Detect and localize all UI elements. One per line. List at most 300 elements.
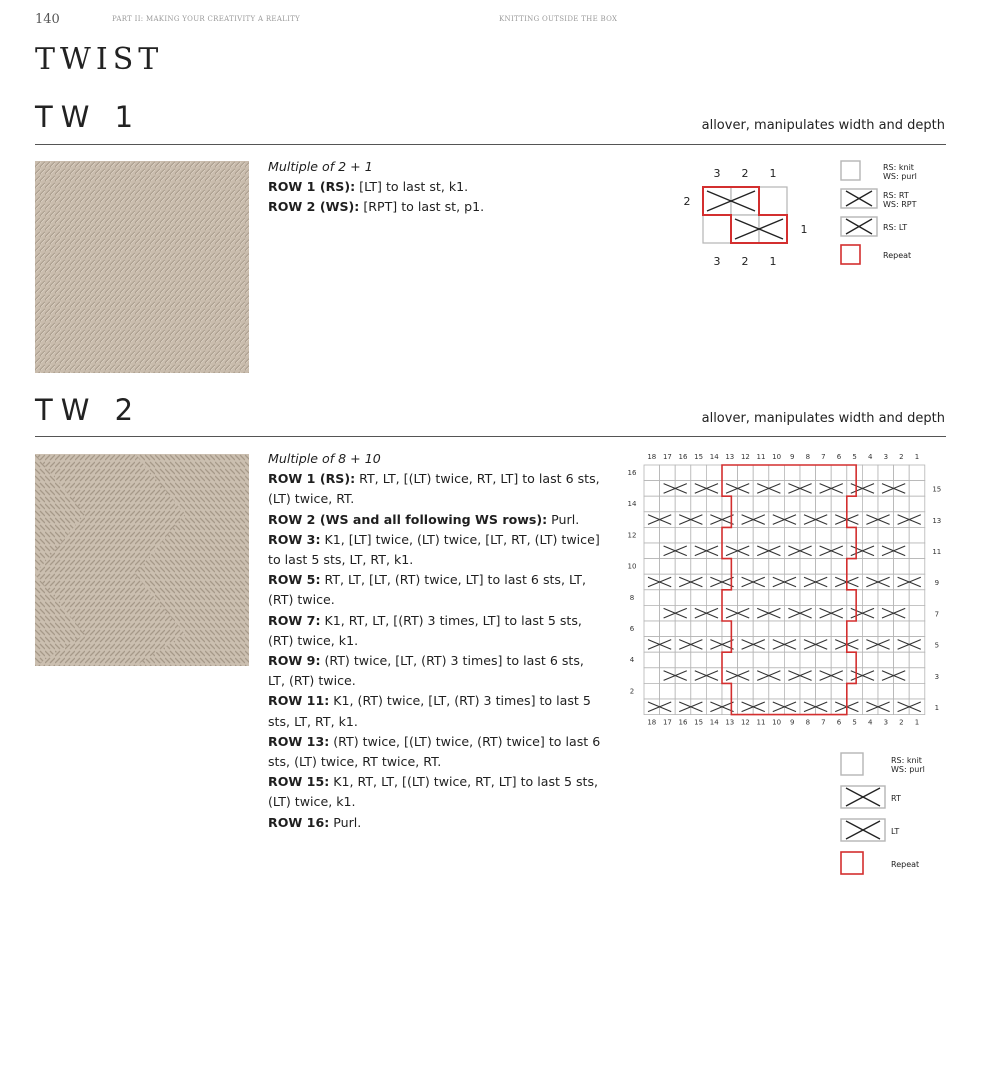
chart-cell	[691, 574, 707, 590]
chart-cell	[784, 605, 800, 621]
chart-row-number: 14	[627, 500, 637, 509]
chart-cell	[691, 699, 707, 715]
chart-cell	[800, 637, 816, 653]
chart-cell	[675, 652, 691, 668]
multiple-tw1: Multiple of 2 + 1	[268, 159, 373, 174]
chart-column-number: 17	[662, 453, 672, 461]
chart-row-number: 3	[934, 672, 940, 681]
chart-cell	[847, 652, 863, 668]
chart-cell	[862, 512, 878, 528]
chart-cell	[894, 465, 910, 481]
chart-cell	[753, 481, 769, 497]
chart-cell	[738, 543, 754, 559]
chart-cell	[753, 683, 769, 699]
chart-cell	[831, 699, 847, 715]
chart-cell	[847, 621, 863, 637]
chart-cell	[847, 465, 863, 481]
chart-cell	[784, 496, 800, 512]
chart-cell	[769, 621, 785, 637]
chart-cell	[753, 652, 769, 668]
chart-cell	[722, 683, 738, 699]
chart-cell	[894, 652, 910, 668]
instructions-tw2	[268, 449, 603, 833]
chart-cell	[784, 699, 800, 715]
chart-cell	[660, 637, 676, 653]
chart-cell	[816, 527, 832, 543]
chart-cell	[816, 496, 832, 512]
chart-column-number: 17	[662, 718, 672, 727]
chart-cell	[862, 683, 878, 699]
section-tagline-tw1: allover, manipulates width and depth	[701, 118, 945, 133]
chart-cell	[691, 637, 707, 653]
chart-cell	[800, 668, 816, 684]
chart-cell	[644, 652, 660, 668]
chart-column-number: 14	[709, 453, 719, 461]
chart-cell	[894, 683, 910, 699]
chart-cell	[909, 512, 925, 528]
chart-cell	[691, 481, 707, 497]
legend-item	[840, 785, 901, 811]
chart-cell	[675, 590, 691, 606]
chart-cell	[753, 699, 769, 715]
chart-cell	[644, 559, 660, 575]
chart-cell	[675, 621, 691, 637]
chart-cell	[675, 637, 691, 653]
chart-cell	[909, 668, 925, 684]
chart-cell	[816, 652, 832, 668]
cross-stitch-icon	[840, 785, 888, 811]
knit-swatch-photo-tw1	[35, 161, 249, 373]
chart-cell	[738, 527, 754, 543]
chart-cell	[847, 605, 863, 621]
chart-cell	[753, 637, 769, 653]
knit-swatch-photo-tw2	[35, 454, 249, 666]
chart-cell	[660, 527, 676, 543]
chart-cell	[722, 621, 738, 637]
chart-cell	[644, 465, 660, 481]
page-title: TWIST	[35, 42, 164, 77]
chart-column-number: 1	[769, 167, 777, 180]
row-instruction: ROW 1 (RS): RT, LT, [(LT) twice, RT, LT] to last 6 sts, (LT) twice, RT.	[268, 471, 600, 507]
chart-cell	[769, 543, 785, 559]
chart-cell	[660, 590, 676, 606]
chart-row-number: 6	[629, 625, 635, 633]
chart-cell	[816, 621, 832, 637]
chart-column-number: 3	[883, 453, 889, 461]
chart-column-number: 14	[709, 718, 719, 727]
chart-column-number: 6	[836, 718, 842, 727]
chart-cell	[878, 496, 894, 512]
chart-cell	[862, 559, 878, 575]
chart-cell	[894, 496, 910, 512]
repeat-icon	[840, 851, 888, 877]
running-head-book: KNITTING OUTSIDE THE BOX	[499, 15, 618, 23]
chart-cell	[894, 590, 910, 606]
chart-cell	[909, 683, 925, 699]
chart-cell	[909, 481, 925, 497]
chart-cell	[706, 496, 722, 512]
chart-cell	[722, 465, 738, 481]
chart-cell	[753, 668, 769, 684]
legend-label: LT	[891, 826, 900, 836]
chart-row-number: 8	[629, 593, 635, 602]
chart-cell	[847, 699, 863, 715]
chart-cell	[909, 699, 925, 715]
chart-cell	[816, 605, 832, 621]
chart-cell	[784, 465, 800, 481]
chart-cell	[800, 543, 816, 559]
chart-cell	[660, 465, 676, 481]
chart-cell	[894, 574, 910, 590]
chart-cell	[706, 683, 722, 699]
chart-column-number: 13	[725, 718, 735, 727]
chart-cell	[909, 574, 925, 590]
chart-cell	[675, 605, 691, 621]
chart-cell	[660, 512, 676, 528]
chart-cell	[847, 574, 863, 590]
chart-cell	[784, 559, 800, 575]
chart-cell	[831, 621, 847, 637]
chart-cell	[784, 637, 800, 653]
chart-cell	[660, 496, 676, 512]
chart-cell	[722, 699, 738, 715]
chart-column-number: 12	[740, 718, 750, 727]
chart-cell	[660, 605, 676, 621]
chart-cell	[784, 652, 800, 668]
chart-cell	[769, 512, 785, 528]
multiple-tw2: Multiple of 8 + 10	[268, 451, 381, 466]
legend-label: Repeat	[883, 251, 912, 260]
chart-cell	[862, 465, 878, 481]
chart-cell	[738, 637, 754, 653]
chart-cell	[800, 481, 816, 497]
chart-row-number: 16	[627, 469, 637, 477]
chart-cell	[831, 527, 847, 543]
chart-cell	[660, 652, 676, 668]
chart-cell	[862, 496, 878, 512]
chart-cell	[862, 637, 878, 653]
chart-cell	[909, 652, 925, 668]
chart-cell	[847, 683, 863, 699]
chart-cell	[753, 574, 769, 590]
chart-column-number: 15	[694, 453, 704, 461]
chart-row-number: 11	[932, 548, 942, 556]
chart-cell	[800, 683, 816, 699]
chart-column-number: 12	[740, 453, 750, 461]
chart-cell	[769, 683, 785, 699]
chart-cell	[660, 699, 676, 715]
repeat-icon	[840, 244, 880, 267]
row-instruction: ROW 9: (RT) twice, [LT, (RT) 3 times] to last 6 sts, LT, (RT) twice.	[268, 653, 584, 689]
chart-cell	[800, 652, 816, 668]
row-instruction: ROW 2 (WS): [RPT] to last st, p1.	[268, 199, 485, 215]
chart-cell	[738, 652, 754, 668]
legend-item	[840, 188, 917, 211]
chart-cell	[862, 574, 878, 590]
chart-cell	[831, 481, 847, 497]
chart-cell	[878, 574, 894, 590]
chart-row-number: 9	[934, 579, 940, 588]
chart-cell	[878, 465, 894, 481]
chart-cell	[691, 668, 707, 684]
chart-cell	[894, 481, 910, 497]
chart-cell	[800, 559, 816, 575]
chart-cell	[644, 496, 660, 512]
chart-cell	[816, 465, 832, 481]
knit-purl-icon	[840, 160, 880, 183]
chart-cell	[644, 683, 660, 699]
chart-cell	[878, 481, 894, 497]
chart-column-number: 7	[821, 453, 826, 461]
chart-cell	[847, 559, 863, 575]
chart-column-number: 5	[852, 718, 857, 727]
chart-cell	[644, 512, 660, 528]
legend-item	[840, 244, 911, 267]
chart-cell	[894, 527, 910, 543]
chart-cell	[675, 559, 691, 575]
chart-cell	[660, 559, 676, 575]
chart-column-number: 7	[821, 718, 826, 727]
row-instruction: ROW 7: K1, RT, LT, [(RT) 3 times, LT] to last 5 sts, (RT) twice, k1.	[268, 612, 582, 648]
section-rule-tw1	[35, 144, 946, 145]
chart-cell	[706, 527, 722, 543]
chart-cell	[800, 605, 816, 621]
chart-column-number: 4	[867, 718, 873, 727]
chart-cell	[878, 699, 894, 715]
legend-item	[840, 216, 907, 239]
chart-cell	[862, 621, 878, 637]
chart-cell	[738, 559, 754, 575]
chart-cell	[706, 621, 722, 637]
chart-cell	[722, 496, 738, 512]
chart-cell	[738, 465, 754, 481]
chart-cell	[738, 590, 754, 606]
chart-column-number: 11	[756, 453, 766, 461]
chart-cell	[816, 481, 832, 497]
chart-cell	[831, 668, 847, 684]
chart-cell	[675, 465, 691, 481]
row-instruction: ROW 16: Purl.	[268, 814, 362, 830]
chart-row-number: 10	[627, 562, 637, 571]
chart-cell	[894, 559, 910, 575]
chart-cell	[644, 590, 660, 606]
chart-cell	[862, 652, 878, 668]
chart-cell	[722, 512, 738, 528]
chart-cell	[878, 512, 894, 528]
chart-cell	[800, 527, 816, 543]
chart-legend-tw2	[840, 752, 960, 882]
legend-label: RS: knit WS: purl	[883, 162, 917, 181]
chart-column-number: 15	[694, 718, 704, 727]
chart-cell	[769, 465, 785, 481]
chart-cell	[862, 527, 878, 543]
chart-cell	[706, 637, 722, 653]
chart-cell	[816, 699, 832, 715]
chart-row-number: 7	[934, 610, 940, 619]
chart-cell	[816, 574, 832, 590]
chart-cell	[862, 481, 878, 497]
chart-cell	[816, 590, 832, 606]
chart-column-number: 9	[789, 718, 795, 727]
section-rule-tw2	[35, 436, 946, 437]
chart-cell	[769, 590, 785, 606]
chart-cell	[644, 574, 660, 590]
chart-cell	[753, 590, 769, 606]
chart-cell	[816, 559, 832, 575]
chart-cell	[862, 590, 878, 606]
chart-cell	[722, 559, 738, 575]
chart-cell	[894, 699, 910, 715]
chart-cell	[738, 496, 754, 512]
row-instruction: ROW 5: RT, LT, [LT, (RT) twice, LT] to last 6 sts, LT, (RT) twice.	[268, 572, 586, 608]
legend-label: RS: knit WS: purl	[891, 756, 925, 774]
chart-cell	[706, 699, 722, 715]
chart-cell	[784, 668, 800, 684]
chart-cell	[753, 621, 769, 637]
stitch-chart-tw1	[672, 158, 822, 273]
chart-cell	[706, 605, 722, 621]
chart-cell	[753, 496, 769, 512]
chart-cell	[706, 668, 722, 684]
chart-cell	[831, 512, 847, 528]
chart-cell	[675, 496, 691, 512]
chart-cell	[831, 559, 847, 575]
chart-cell	[784, 527, 800, 543]
chart-row-number: 1	[800, 223, 808, 236]
chart-column-number: 5	[852, 453, 857, 461]
chart-cell	[644, 543, 660, 559]
chart-cell	[706, 574, 722, 590]
chart-column-number: 16	[678, 453, 688, 461]
chart-cell	[691, 543, 707, 559]
chart-cell	[909, 543, 925, 559]
chart-cell	[831, 543, 847, 559]
chart-cell	[644, 637, 660, 653]
chart-cell	[722, 652, 738, 668]
chart-cell	[738, 621, 754, 637]
chart-cell	[675, 574, 691, 590]
chart-cell	[831, 652, 847, 668]
chart-column-number: 1	[769, 255, 777, 268]
chart-cell	[847, 637, 863, 653]
chart-row-number: 4	[629, 656, 635, 665]
chart-cell	[894, 668, 910, 684]
chart-cell	[691, 559, 707, 575]
chart-column-number: 3	[713, 167, 721, 180]
chart-cell	[784, 590, 800, 606]
chart-cell	[800, 512, 816, 528]
chart-cell	[862, 699, 878, 715]
page-number: 140	[35, 12, 60, 27]
chart-cell	[784, 683, 800, 699]
running-head-part: PART II: MAKING YOUR CREATIVITY A REALITY	[112, 15, 301, 23]
chart-cell	[847, 527, 863, 543]
chart-column-number: 10	[772, 718, 782, 727]
chart-column-number: 3	[713, 255, 721, 268]
chart-cell	[831, 605, 847, 621]
chart-cell	[909, 605, 925, 621]
legend-label: Repeat	[891, 859, 920, 869]
chart-cell	[769, 574, 785, 590]
chart-cell	[769, 605, 785, 621]
chart-cell	[644, 699, 660, 715]
row-instruction: ROW 11: K1, (RT) twice, [LT, (RT) 3 times] to last 5 sts, LT, RT, k1.	[268, 693, 591, 729]
chart-cell	[894, 637, 910, 653]
chart-cell	[847, 496, 863, 512]
chart-cell	[831, 574, 847, 590]
chart-cell	[769, 527, 785, 543]
chart-cell	[909, 559, 925, 575]
section-tagline-tw2: allover, manipulates width and depth	[701, 411, 945, 426]
chart-cell	[675, 512, 691, 528]
chart-cell	[722, 543, 738, 559]
legend-label: RT	[891, 793, 901, 803]
chart-cell	[753, 559, 769, 575]
chart-column-number: 1	[914, 453, 920, 461]
chart-cell	[878, 543, 894, 559]
chart-cell	[753, 605, 769, 621]
chart-cell	[738, 683, 754, 699]
chart-column-number: 18	[647, 453, 657, 461]
knit-purl-icon	[840, 752, 888, 778]
row-instruction: ROW 1 (RS): [LT] to last st, k1.	[268, 179, 469, 195]
chart-cell	[644, 605, 660, 621]
chart-cell	[909, 465, 925, 481]
chart-cell	[691, 605, 707, 621]
chart-cell	[909, 621, 925, 637]
chart-row-number: 15	[932, 485, 942, 494]
chart-cell	[753, 543, 769, 559]
chart-cell	[753, 527, 769, 543]
chart-cell	[878, 668, 894, 684]
chart-cell	[691, 590, 707, 606]
chart-cell	[800, 590, 816, 606]
chart-cell	[816, 637, 832, 653]
section-heading-tw2: TW 2	[35, 393, 142, 427]
chart-cell	[847, 543, 863, 559]
chart-cell	[644, 481, 660, 497]
chart-cell	[800, 699, 816, 715]
chart-cell	[691, 652, 707, 668]
chart-cell	[800, 465, 816, 481]
row-instruction: ROW 15: K1, RT, LT, [(LT) twice, RT, LT] to last 5 sts, (LT) twice, k1.	[268, 774, 599, 810]
chart-cell	[909, 637, 925, 653]
chart-cell	[862, 605, 878, 621]
chart-cell	[878, 683, 894, 699]
chart-cell	[691, 683, 707, 699]
chart-cell	[738, 481, 754, 497]
chart-cell	[644, 668, 660, 684]
chart-cell	[644, 527, 660, 543]
chart-cell	[691, 496, 707, 512]
instructions-tw1	[268, 157, 598, 218]
chart-cell	[878, 621, 894, 637]
chart-row-number: 13	[932, 516, 942, 525]
chart-cell	[691, 465, 707, 481]
chart-cell	[675, 481, 691, 497]
chart-cell	[769, 668, 785, 684]
chart-cell	[722, 637, 738, 653]
chart-row-number: 12	[627, 531, 637, 540]
chart-cell	[660, 543, 676, 559]
chart-cell	[784, 543, 800, 559]
legend-label: RS: RT WS: RPT	[883, 190, 917, 209]
legend-label: RS: LT	[883, 223, 908, 232]
chart-cell	[862, 543, 878, 559]
chart-cell	[738, 605, 754, 621]
chart-cell	[769, 481, 785, 497]
chart-cell	[894, 605, 910, 621]
